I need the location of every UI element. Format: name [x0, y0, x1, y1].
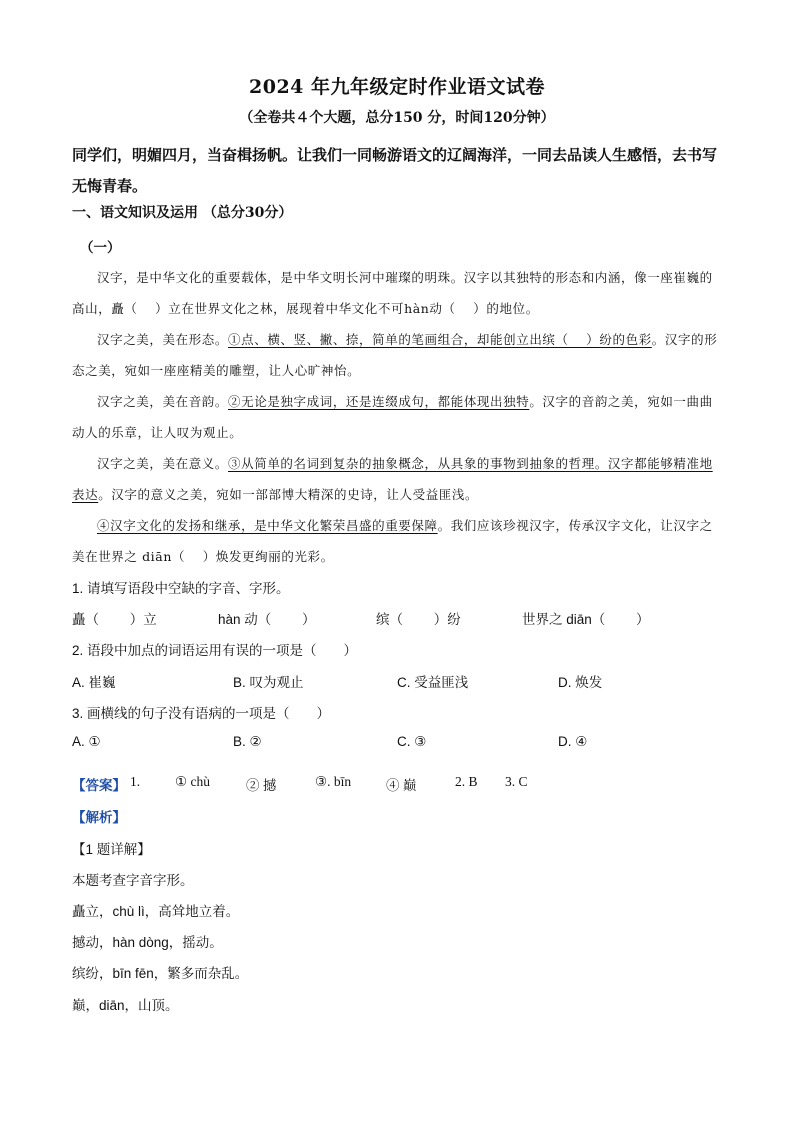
answer-item-1: 1.: [130, 774, 141, 789]
question-3: 3. 画横线的句子没有语病的一项是（ ）: [72, 706, 331, 721]
passage-text: 汉字之美，美在形态。: [97, 332, 229, 347]
passage-text: 。汉字的意义之美，宛如一部部博大精深的史诗，让人受益匪浅。: [98, 487, 479, 502]
underlined-sentence-2: ②无论是独字成词，还是连缀成句，都能体现出独特: [228, 394, 530, 409]
explanation-line: 巅，diān，山顶。: [72, 998, 179, 1013]
q1-blank-1: 矗（ ）立: [72, 612, 157, 627]
answer-item-7: 3. C: [505, 774, 528, 789]
answer-item-5: ④ 巅: [386, 778, 417, 793]
question-1: 1. 请填写语段中空缺的字音、字形。: [72, 581, 290, 596]
answer-item-4: ③. bīn: [315, 774, 352, 789]
q1-blank-2: hàn 动（ ）: [218, 612, 316, 627]
intro-paragraph: 同学们，明媚四月，当奋楫扬帆。让我们一同畅游语文的辽阔海洋，一同去品读人生感悟，去书写无悔青春。: [72, 146, 718, 195]
passage-text: 汉字之美，美在音韵。: [97, 394, 229, 409]
passage-paragraph-2: [72, 324, 720, 386]
explanation-label: 【解析】: [72, 810, 126, 825]
explanation-line: 缤纷，bīn fēn，繁多而杂乱。: [72, 966, 249, 981]
q1-blank-4: 世界之 diān（ ）: [522, 612, 650, 627]
q3-option-a: A. ①: [72, 734, 101, 749]
passage-paragraph-5: [72, 510, 720, 572]
answer-item-3: ② 撼: [246, 778, 277, 793]
reading-passage: [72, 262, 720, 572]
passage-paragraph-1: 汉字，是中华文化的重要载体，是中华文明长河中璀璨的明珠。汉字以其独特的形态和内涵，像一座崔巍的高山，矗（ ）立在世界文化之林，展现着中华文化不可hàn动（ ）的地位。: [72, 270, 713, 316]
passage-text: 。我们应该珍视汉字，传承汉字文化，让汉字之美在世界之 diān（ ）焕发更绚丽的光彩。: [72, 518, 713, 564]
passage-text: 汉字之美，美在意义。: [97, 456, 229, 471]
part-label: （一）: [80, 240, 121, 256]
answer-item-6: 2. B: [455, 774, 478, 789]
q2-option-b: B. 叹为观止: [233, 675, 304, 690]
underlined-sentence-3: ③从简单的名词到复杂的抽象概念，从具象的事物到抽象的哲理。汉字都能够精准地表达: [72, 456, 713, 502]
underlined-sentence-4: ④汉字文化的发扬和继承，是中华文化繁荣昌盛的重要保障: [97, 518, 438, 533]
answer-item-2: ① chù: [175, 774, 210, 789]
passage-paragraph-4: [72, 448, 720, 510]
question-2: 2. 语段中加点的词语运用有误的一项是（ ）: [72, 643, 358, 658]
q1-blank-3: 缤（ ）纷: [376, 612, 461, 627]
explanation-line: 本题考查字音字形。: [72, 873, 194, 888]
passage-paragraph-3: [72, 386, 720, 448]
q3-option-b: B. ②: [233, 734, 262, 749]
q2-option-d: D. 焕发: [558, 675, 603, 690]
q3-option-c: C. ③: [397, 734, 427, 749]
page-subtitle: （全卷共４个大题，总分150 分，时间120分钟）: [239, 110, 555, 126]
section-heading: 一、语文知识及运用 （总分30分）: [72, 205, 293, 221]
explanation-line: 矗立，chù lì，高耸地立着。: [72, 904, 240, 919]
answer-label: 【答案】: [72, 778, 126, 793]
explanation-line: 撼动，hàn dòng，摇动。: [72, 935, 223, 950]
passage-text: 。汉字的形态之美，宛如一座座精美的雕塑，让人心旷神怡。: [72, 332, 718, 378]
explanation-detail-label: 【1 题详解】: [72, 842, 151, 857]
q2-option-a: A. 崔巍: [72, 675, 116, 690]
page-title: 2024 年九年级定时作业语文试卷: [249, 76, 545, 98]
q2-option-c: C. 受益匪浅: [397, 675, 469, 690]
underlined-sentence-1: ①点、横、竖、撇、捺，简单的笔画组合，却能创立出缤（ ）纷的色彩: [228, 332, 652, 347]
q3-option-d: D. ④: [558, 734, 588, 749]
passage-text: 。汉字的音韵之美，宛如一曲曲动人的乐章，让人叹为观止。: [72, 394, 713, 440]
